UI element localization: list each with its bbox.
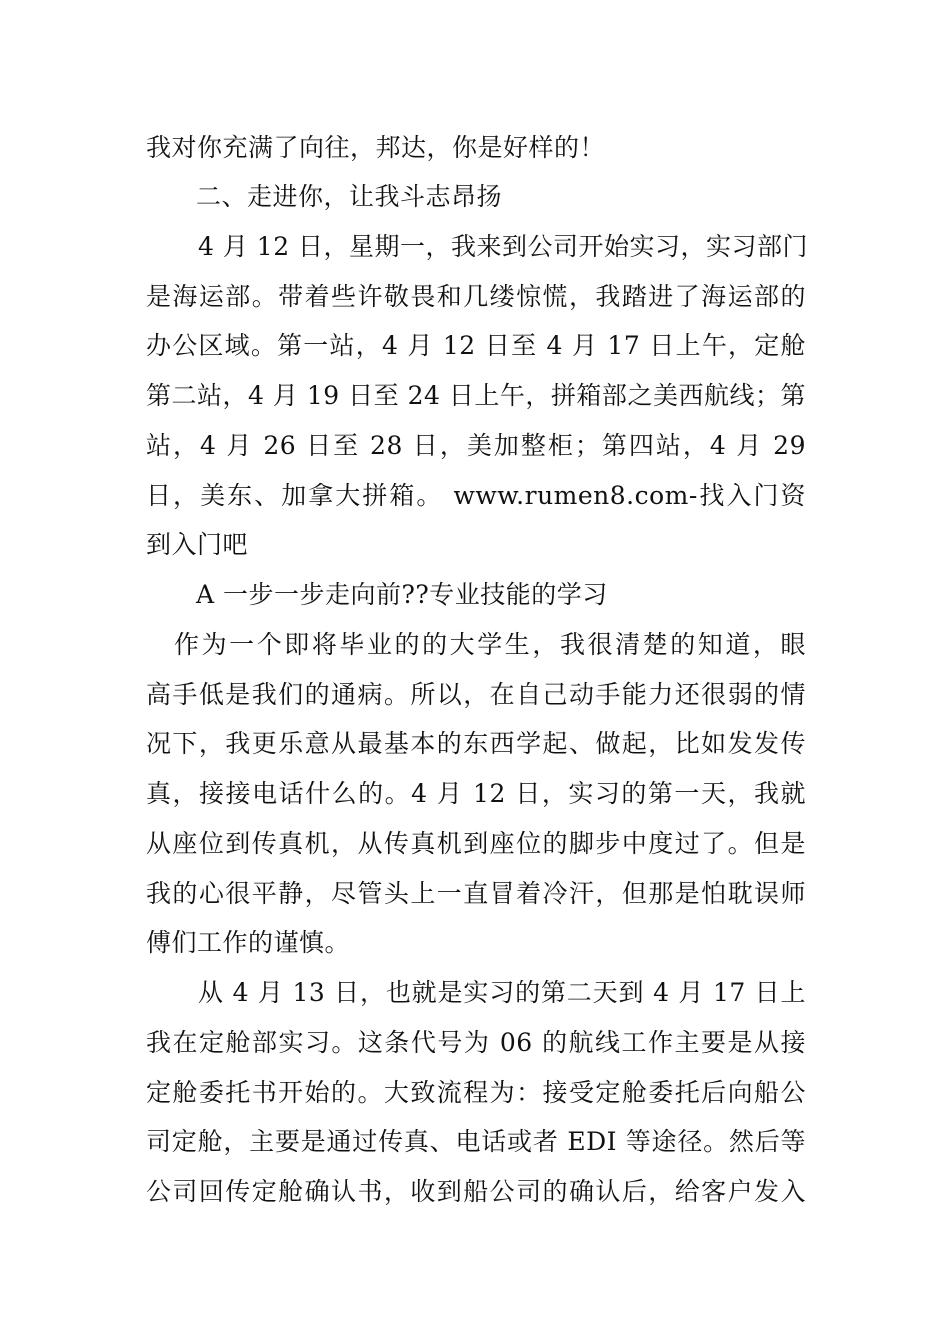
paragraph-line: 第二站，4 月 19 日至 24 日上午，拼箱部之美西航线；第 xyxy=(146,381,806,410)
paragraph-line: 到入门吧 xyxy=(146,530,249,559)
paragraph-line: 作为一个即将毕业的的大学生，我很清楚的知道，眼 xyxy=(174,630,806,659)
paragraph-line: 办公区域。第一站，4 月 12 日至 4 月 17 日上午，定舱 xyxy=(146,331,806,360)
paragraph-line: 高手低是我们的通病。所以，在自己动手能力还很弱的情 xyxy=(146,680,806,709)
paragraph-line: 况下，我更乐意从最基本的东西学起、做起，比如发发传 xyxy=(146,729,806,758)
paragraph-line: 傅们工作的谨慎。 xyxy=(146,928,351,957)
paragraph-line: 我在定舱部实习。这条代号为 06 的航线工作主要是从接 xyxy=(146,1028,806,1057)
paragraph-line: 站，4 月 26 日至 28 日，美加整柜；第四站，4 月 29 xyxy=(146,431,806,460)
paragraph-line: 公司回传定舱确认书，收到船公司的确认后，给客户发入 xyxy=(146,1177,806,1206)
paragraph-line: 从 4 月 13 日，也就是实习的第二天到 4 月 17 日上 xyxy=(198,978,806,1007)
paragraph-line: 真，接接电话什么的。4 月 12 日，实习的第一天，我就 xyxy=(146,779,806,808)
paragraph-line: 是海运部。带着些许敬畏和几缕惊慌，我踏进了海运部的 xyxy=(146,282,806,311)
paragraph-line: 4 月 12 日，星期一，我来到公司开始实习，实习部门 xyxy=(198,232,809,261)
paragraph-line: 日，美东、加拿大拼箱。 www.rumen8.com-找入门资 xyxy=(146,481,806,510)
paragraph-line: 司定舱，主要是通过传真、电话或者 EDI 等途径。然后等 xyxy=(146,1127,806,1156)
paragraph-line: 从座位到传真机，从传真机到座位的脚步中度过了。但是 xyxy=(146,829,806,858)
paragraph-line: 我对你充满了向往，邦达，你是好样的！ xyxy=(146,133,606,162)
paragraph-line: 定舱委托书开始的。大致流程为：接受定舱委托后向船公 xyxy=(146,1078,806,1107)
subsection-heading: A 一步一步走向前??专业技能的学习 xyxy=(196,580,608,609)
section-heading: 二、走进你，让我斗志昂扬 xyxy=(196,182,503,211)
paragraph-line: 我的心很平静，尽管头上一直冒着冷汗，但那是怕耽误师 xyxy=(146,879,806,908)
